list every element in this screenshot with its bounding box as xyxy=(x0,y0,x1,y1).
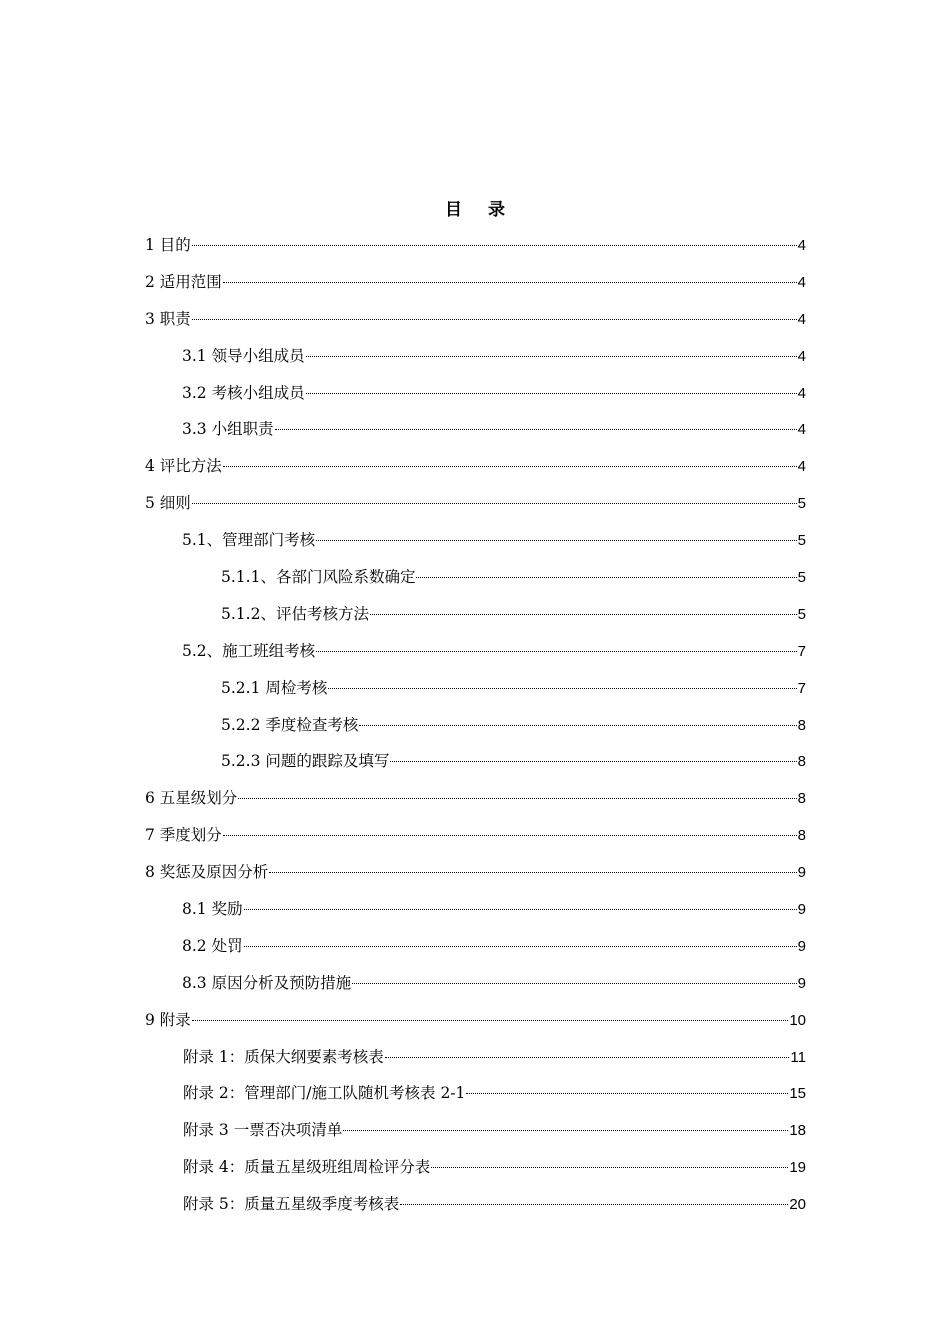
toc-title-char-1: 目 xyxy=(445,200,462,220)
toc-entry-page-number: 4 xyxy=(797,458,806,476)
toc-entry-label: 6 五星级划分 xyxy=(145,789,238,808)
toc-entry-page-number: 4 xyxy=(797,237,806,254)
toc-entry-page-number: 9 xyxy=(797,901,806,919)
toc-entry[interactable] xyxy=(145,1004,806,1041)
toc-entry-label: 5.2、施工班组考核 xyxy=(182,641,316,660)
toc-dot-leader xyxy=(244,946,797,947)
toc-entry-label: 8.2 处罚 xyxy=(182,936,243,955)
toc-entry[interactable] xyxy=(145,1114,806,1151)
toc-entry-page-number: 20 xyxy=(789,1196,806,1214)
toc-dot-leader xyxy=(192,503,797,504)
toc-dot-leader xyxy=(370,614,797,615)
toc-entry-label: 5.1、管理部门考核 xyxy=(182,531,316,550)
toc-dot-leader xyxy=(192,245,797,246)
toc-entry-label: 5.2.1 周检考核 xyxy=(221,678,328,697)
toc-entry-page-number: 15 xyxy=(789,1085,806,1103)
toc-entry[interactable] xyxy=(145,413,806,450)
toc-entry[interactable] xyxy=(145,487,806,524)
toc-dot-leader xyxy=(306,356,797,357)
toc-entry-page-number: 11 xyxy=(790,1048,806,1066)
toc-entry-label: 1 目的 xyxy=(145,236,191,254)
toc-dot-leader xyxy=(244,909,797,910)
toc-entry-page-number: 4 xyxy=(797,347,806,365)
toc-entry-page-number: 5 xyxy=(797,495,806,513)
toc-dot-leader xyxy=(416,577,796,578)
toc-entry-page-number: 7 xyxy=(797,679,806,697)
toc-entry-label: 2 适用范围 xyxy=(145,272,222,291)
toc-dot-leader xyxy=(275,429,797,430)
toc-entry-label: 5.1.2、评估考核方法 xyxy=(221,604,369,623)
toc-dot-leader xyxy=(306,393,797,394)
toc-entry[interactable] xyxy=(145,672,806,709)
toc-dot-leader xyxy=(343,1130,788,1131)
toc-entry-label: 3 职责 xyxy=(145,309,191,328)
toc-entry-label: 7 季度划分 xyxy=(145,826,222,845)
toc-entry-page-number: 5 xyxy=(797,569,806,587)
toc-entry[interactable] xyxy=(145,967,806,1004)
toc-entry-label: 8.3 原因分析及预防措施 xyxy=(182,973,352,992)
toc-entry[interactable] xyxy=(145,856,806,893)
toc-dot-leader xyxy=(431,1167,788,1168)
toc-entry-page-number: 9 xyxy=(797,864,806,882)
toc-entry-page-number: 5 xyxy=(797,605,806,623)
toc-dot-leader xyxy=(238,798,796,799)
toc-dot-leader xyxy=(223,835,797,836)
toc-title xyxy=(0,197,950,223)
toc-entry-label: 附录 5：质量五星级季度考核表 xyxy=(183,1195,400,1214)
toc-dot-leader xyxy=(400,1204,788,1205)
toc-entry[interactable] xyxy=(145,1041,806,1078)
toc-entry-label: 8.1 奖励 xyxy=(182,900,243,919)
toc-dot-leader xyxy=(466,1093,788,1094)
toc-dot-leader xyxy=(192,1020,789,1021)
toc-entry[interactable] xyxy=(145,229,806,266)
toc-entry[interactable] xyxy=(145,782,806,819)
toc-entry[interactable] xyxy=(145,1188,806,1225)
toc-dot-leader xyxy=(192,319,797,320)
toc-entry-page-number: 4 xyxy=(797,273,806,291)
toc-entry-label: 附录 4：质量五星级班组周检评分表 xyxy=(183,1158,431,1177)
toc-entry-page-number: 5 xyxy=(797,532,806,550)
toc-entry-page-number: 4 xyxy=(797,384,806,402)
toc-entry[interactable] xyxy=(145,598,806,635)
toc-entry-label: 3.1 领导小组成员 xyxy=(182,346,305,365)
toc-dot-leader xyxy=(328,688,796,689)
toc-entry-page-number: 9 xyxy=(797,937,806,955)
toc-dot-leader xyxy=(390,761,796,762)
toc-entry-page-number: 8 xyxy=(797,827,806,845)
toc-entry[interactable] xyxy=(145,709,806,746)
toc-title-char-2: 录 xyxy=(488,200,505,220)
toc-entry-page-number: 19 xyxy=(789,1159,806,1177)
toc-entry[interactable] xyxy=(145,303,806,340)
toc-dot-leader xyxy=(269,872,796,873)
toc-entry-label: 5.2.2 季度检查考核 xyxy=(221,715,359,734)
toc-entry[interactable] xyxy=(145,893,806,930)
toc-entry[interactable] xyxy=(145,745,806,782)
toc-entry[interactable] xyxy=(145,266,806,303)
toc-entry-page-number: 18 xyxy=(789,1122,806,1140)
toc-entry-label: 3.2 考核小组成员 xyxy=(182,383,305,402)
toc-entry[interactable] xyxy=(145,1151,806,1188)
toc-entry-page-number: 8 xyxy=(797,753,806,771)
toc-dot-leader xyxy=(359,725,796,726)
toc-dot-leader xyxy=(223,282,797,283)
toc-entry-label: 附录 3 一票否决项清单 xyxy=(183,1121,343,1140)
toc-entry[interactable] xyxy=(145,930,806,967)
toc-entry-page-number: 8 xyxy=(797,790,806,808)
toc-entry-label: 5.2.3 问题的跟踪及填写 xyxy=(221,752,390,771)
toc-list xyxy=(145,229,806,1225)
toc-entry-page-number: 4 xyxy=(797,310,806,328)
toc-entry-page-number: 10 xyxy=(789,1011,806,1029)
toc-dot-leader xyxy=(352,983,797,984)
toc-entry-label: 8 奖惩及原因分析 xyxy=(145,863,269,882)
toc-entry-label: 附录 2：管理部门/施工队随机考核表 2-1 xyxy=(183,1084,466,1103)
toc-entry-page-number: 9 xyxy=(797,974,806,992)
toc-dot-leader xyxy=(385,1057,790,1058)
toc-entry-page-number: 4 xyxy=(797,421,806,439)
toc-entry[interactable] xyxy=(145,819,806,856)
toc-entry[interactable] xyxy=(145,340,806,377)
toc-dot-leader xyxy=(316,651,797,652)
toc-entry[interactable] xyxy=(145,561,806,598)
toc-entry-page-number: 8 xyxy=(797,716,806,734)
toc-entry-label: 3.3 小组职责 xyxy=(182,420,274,439)
toc-entry[interactable] xyxy=(145,1077,806,1114)
toc-entry[interactable] xyxy=(145,635,806,672)
toc-entry-page-number: 7 xyxy=(797,642,806,660)
toc-entry[interactable] xyxy=(145,524,806,561)
toc-entry-label: 9 附录 xyxy=(145,1010,191,1029)
toc-entry-label: 附录 1：质保大纲要素考核表 xyxy=(183,1047,384,1066)
toc-entry-label: 4 评比方法 xyxy=(145,457,222,476)
toc-dot-leader xyxy=(316,540,797,541)
toc-dot-leader xyxy=(223,466,797,467)
toc-entry-label: 5 细则 xyxy=(145,494,191,513)
toc-entry[interactable] xyxy=(145,377,806,414)
toc-entry-label: 5.1.1、各部门风险系数确定 xyxy=(221,568,416,587)
toc-entry[interactable] xyxy=(145,450,806,487)
